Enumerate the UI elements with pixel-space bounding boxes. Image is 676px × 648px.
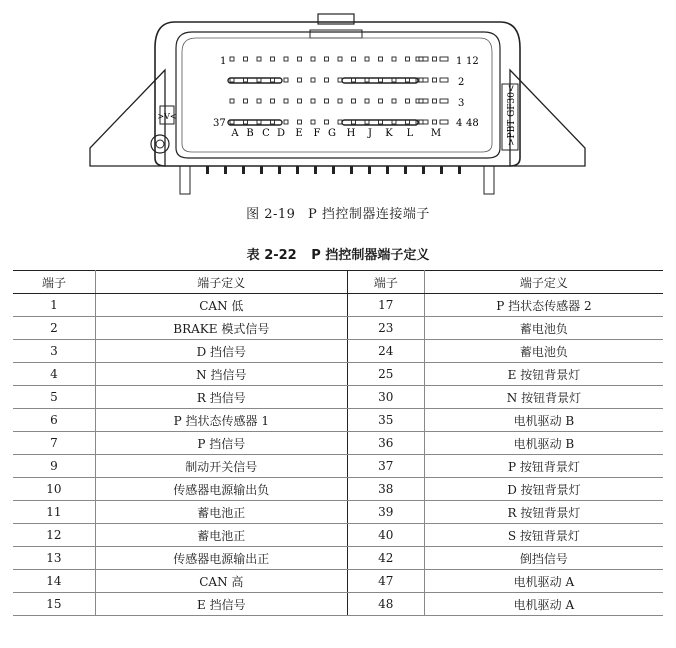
figure-title: P 挡控制器连接端子 (308, 207, 430, 222)
connector-diagram (80, 8, 600, 198)
terminal-cell: 11 (13, 501, 95, 524)
pin-socket (419, 99, 423, 103)
pin-socket (379, 99, 383, 103)
terminal-cell: 7 (13, 432, 95, 455)
row-label-48: 48 (466, 118, 479, 129)
terminal-cell: 25 (347, 363, 424, 386)
terminal-cell: 24 (347, 340, 424, 363)
right-guide-post (484, 166, 494, 194)
table-row (13, 547, 663, 570)
definition-cell: D 挡信号 (95, 340, 347, 363)
table-caption (0, 244, 676, 263)
pin-socket (271, 99, 275, 103)
pin-socket (298, 57, 302, 61)
pin-grid (228, 57, 448, 125)
terminal-pin (422, 166, 425, 174)
pin-socket (311, 57, 315, 61)
definition-cell: P 挡信号 (95, 432, 347, 455)
terminal-cell: 42 (347, 547, 424, 570)
pin-socket (433, 99, 437, 103)
column-letter: L (406, 128, 414, 139)
table-row (13, 478, 663, 501)
pin-socket (352, 99, 356, 103)
column-letter: F (313, 128, 321, 139)
definition-cell: S 按钮背景灯 (424, 524, 663, 547)
definition-cell: R 按钮背景灯 (424, 501, 663, 524)
column-letters (230, 128, 441, 139)
terminal-pin (224, 166, 227, 174)
row-label-37: 37 (213, 118, 226, 129)
definition-cell: 制动开关信号 (95, 455, 347, 478)
pin-socket (365, 57, 369, 61)
terminal-pin (404, 166, 407, 174)
terminal-pin (314, 166, 317, 174)
definition-cell: CAN 高 (95, 570, 347, 593)
table-row (13, 294, 663, 317)
inner-face (176, 32, 500, 158)
table-row (13, 317, 663, 340)
pin-socket (325, 120, 329, 124)
table-row (13, 501, 663, 524)
header-definition-left: 端子定义 (95, 271, 347, 294)
terminal-cell: 30 (347, 386, 424, 409)
row-label-4: 4 (456, 118, 463, 129)
pin-socket (311, 78, 315, 82)
pin-socket-wide (440, 120, 448, 124)
bottom-terminals (206, 166, 461, 174)
terminal-cell: 5 (13, 386, 95, 409)
column-letter: J (367, 128, 373, 139)
terminal-pin (332, 166, 335, 174)
terminal-cell: 9 (13, 455, 95, 478)
box-mark-text: >V< (157, 112, 177, 121)
pin-socket (257, 57, 261, 61)
definition-cell: N 挡信号 (95, 363, 347, 386)
terminal-cell: 40 (347, 524, 424, 547)
terminal-cell: 36 (347, 432, 424, 455)
table-row (13, 432, 663, 455)
definition-cell: 蓄电池正 (95, 524, 347, 547)
pin-socket (311, 99, 315, 103)
pin-socket (298, 99, 302, 103)
table-row (13, 524, 663, 547)
latch-slot (310, 30, 362, 38)
definition-cell: 倒挡信号 (424, 547, 663, 570)
pin-socket (284, 120, 288, 124)
pin-socket (244, 57, 248, 61)
pin-socket-wide (416, 57, 428, 61)
definition-cell: CAN 低 (95, 294, 347, 317)
pin-socket-wide (440, 57, 448, 61)
pin-socket (433, 78, 437, 82)
terminal-definition-table (13, 270, 663, 616)
column-letter: D (276, 128, 286, 139)
terminal-pin (242, 166, 245, 174)
definition-cell: E 挡信号 (95, 593, 347, 616)
pin-socket (325, 78, 329, 82)
row-label-12: 12 (466, 56, 479, 67)
table-row (13, 593, 663, 616)
table-row (13, 455, 663, 478)
pin-socket (325, 99, 329, 103)
definition-cell: BRAKE 模式信号 (95, 317, 347, 340)
definition-cell: N 按钮背景灯 (424, 386, 663, 409)
table-header-row (13, 271, 663, 294)
pin-socket (392, 99, 396, 103)
table-row (13, 386, 663, 409)
terminal-cell: 48 (347, 593, 424, 616)
definition-cell: P 挡状态传感器 2 (424, 294, 663, 317)
terminal-cell: 6 (13, 409, 95, 432)
terminal-cell: 13 (13, 547, 95, 570)
column-letter: E (295, 128, 303, 139)
column-letter: B (246, 128, 254, 139)
pin-socket (433, 120, 437, 124)
terminal-pin (278, 166, 281, 174)
definition-cell: 蓄电池负 (424, 340, 663, 363)
pin-socket (284, 99, 288, 103)
definition-cell: P 按钮背景灯 (424, 455, 663, 478)
definition-cell: R 挡信号 (95, 386, 347, 409)
terminal-cell: 2 (13, 317, 95, 340)
pin-socket (338, 57, 342, 61)
side-mark-text: >PBT GF30< (507, 84, 517, 146)
definition-cell: 蓄电池负 (424, 317, 663, 340)
right-mount-wing (510, 70, 585, 166)
pin-socket (244, 99, 248, 103)
left-mount-wing (90, 70, 165, 166)
figure-caption (0, 203, 676, 222)
terminal-cell: 10 (13, 478, 95, 501)
terminal-pin (386, 166, 389, 174)
terminal-cell: 35 (347, 409, 424, 432)
pin-socket (284, 78, 288, 82)
column-letter: G (328, 128, 336, 139)
terminal-pin (296, 166, 299, 174)
definition-cell: 电机驱动 B (424, 409, 663, 432)
column-letter: H (346, 128, 356, 139)
pin-socket-wide (440, 78, 448, 82)
column-letter: C (262, 128, 270, 139)
pin-socket (257, 99, 261, 103)
definition-cell: 传感器电源输出负 (95, 478, 347, 501)
left-screw-icon (151, 135, 169, 153)
terminal-cell: 39 (347, 501, 424, 524)
terminal-pin (260, 166, 263, 174)
table-body (13, 294, 663, 616)
terminal-cell: 38 (347, 478, 424, 501)
pin-socket-wide (416, 99, 428, 103)
definition-cell: 传感器电源输出正 (95, 547, 347, 570)
pin-socket (419, 78, 423, 82)
pin-socket (419, 57, 423, 61)
pin-socket (392, 57, 396, 61)
pin-socket (325, 57, 329, 61)
terminal-cell: 14 (13, 570, 95, 593)
terminal-cell: 37 (347, 455, 424, 478)
terminal-pin (458, 166, 461, 174)
column-letter: K (385, 128, 393, 139)
pin-socket (379, 57, 383, 61)
definition-cell: 电机驱动 A (424, 570, 663, 593)
terminal-cell: 17 (347, 294, 424, 317)
header-definition-right: 端子定义 (424, 271, 663, 294)
header-terminal-right: 端子 (347, 271, 424, 294)
pin-socket (433, 57, 437, 61)
pin-socket (352, 57, 356, 61)
figure-number: 图 2-19 (246, 207, 296, 222)
connector-housing (155, 22, 520, 166)
column-letter: M (430, 128, 442, 139)
pin-socket (406, 57, 410, 61)
terminal-cell: 1 (13, 294, 95, 317)
column-letter: A (231, 128, 239, 139)
table-title: P 挡控制器端子定义 (311, 248, 430, 263)
terminal-pin (368, 166, 371, 174)
row-label-right-1: 1 (456, 56, 463, 67)
terminal-pin (440, 166, 443, 174)
table-row (13, 340, 663, 363)
definition-cell: P 挡状态传感器 1 (95, 409, 347, 432)
pin-socket-wide (440, 99, 448, 103)
table-row (13, 363, 663, 386)
left-guide-post (180, 166, 190, 194)
row-label-2: 2 (458, 77, 465, 88)
definition-cell: 电机驱动 B (424, 432, 663, 455)
pin-socket (365, 99, 369, 103)
pin-socket (419, 120, 423, 124)
pin-socket (271, 57, 275, 61)
terminal-cell: 4 (13, 363, 95, 386)
terminal-cell: 47 (347, 570, 424, 593)
terminal-cell: 3 (13, 340, 95, 363)
definition-cell: 电机驱动 A (424, 593, 663, 616)
connector-drawing (80, 8, 600, 198)
table-row (13, 409, 663, 432)
terminal-pin (350, 166, 353, 174)
pin-socket (338, 99, 342, 103)
pin-socket (298, 120, 302, 124)
pin-socket (311, 120, 315, 124)
row-label-1: 1 (220, 56, 227, 67)
table-number: 表 2-22 (246, 248, 297, 263)
header-terminal-left: 端子 (13, 271, 95, 294)
terminal-cell: 23 (347, 317, 424, 340)
definition-cell: 蓄电池正 (95, 501, 347, 524)
pin-socket (406, 99, 410, 103)
pin-socket (230, 99, 234, 103)
pin-socket (298, 78, 302, 82)
terminal-cell: 15 (13, 593, 95, 616)
row-label-3: 3 (458, 98, 465, 109)
terminal-cell: 12 (13, 524, 95, 547)
definition-cell: D 按钮背景灯 (424, 478, 663, 501)
pin-socket (284, 57, 288, 61)
table-row (13, 570, 663, 593)
terminal-pin (206, 166, 209, 174)
pin-socket (230, 57, 234, 61)
definition-cell: E 按钮背景灯 (424, 363, 663, 386)
